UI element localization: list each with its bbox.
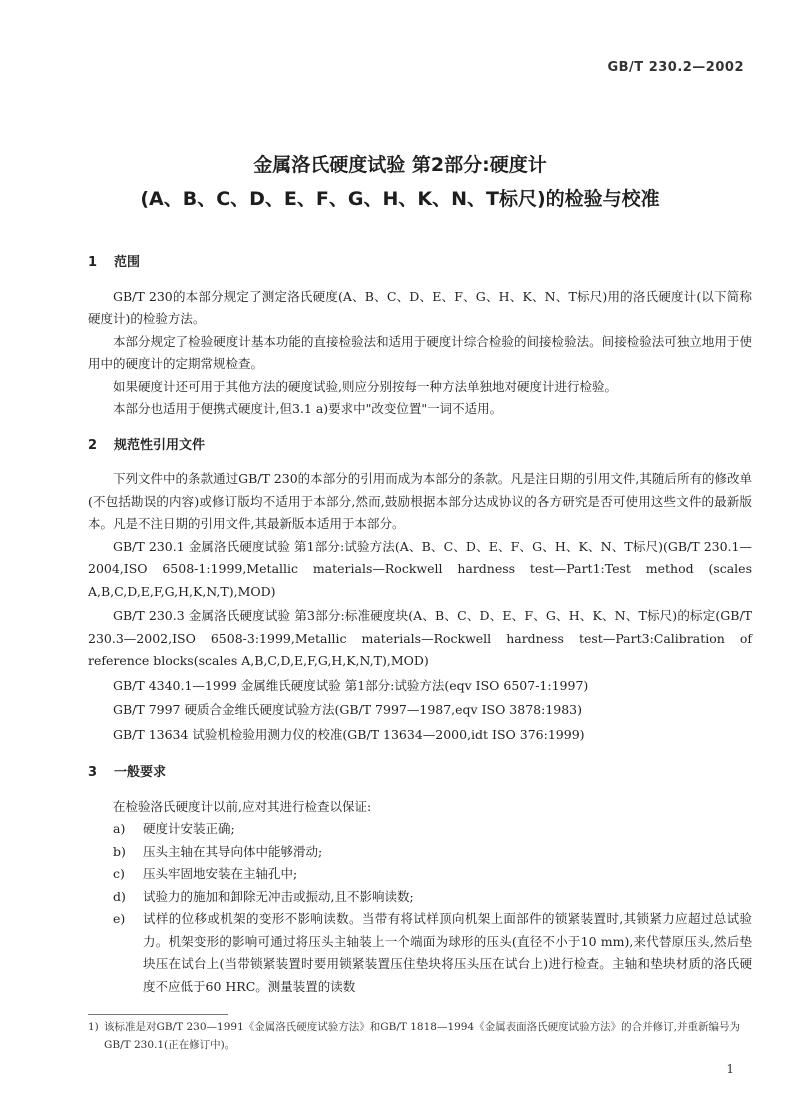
reference-item: GB/T 230.1 金属洛氏硬度试验 第1部分:试验方法(A、B、C、D、E、F、G、H、K、N、T标尺)(GB/T 230.1—2004,ISO 6508-1:1999,Metallic materials—Rockwell hardness test—Part1:Test method (scales A,B,C,D,E,F,G,H,K,N,T),MOD) — [88, 538, 752, 599]
section-title: 一般要求 — [114, 765, 167, 780]
list-label: e) — [113, 911, 126, 926]
section-number: 3 — [88, 765, 98, 780]
list-label: d) — [113, 888, 126, 904]
paragraph: 本部分也适用于便携式硬度计,但3.1 a)要求中"改变位置"一词不适用。 — [113, 401, 503, 416]
document-body — [88, 252, 752, 998]
list-text: 压头牢固地安装在主轴孔中; — [143, 866, 298, 881]
title-line-1: 金属洛氏硬度试验 第2部分:硬度计 — [253, 154, 547, 176]
standard-code: GB/T 230.2—2002 — [607, 60, 744, 75]
reference-item: GB/T 4340.1—1999 金属维氏硬度试验 第1部分:试验方法(eqv ISO 6507-1:1997) — [113, 677, 589, 693]
document-title — [60, 148, 740, 216]
list-text: 试验力的施加和卸除无冲击或振动,且不影响读数; — [143, 888, 414, 904]
section-title: 范围 — [114, 255, 141, 270]
list-text: 试样的位移或机架的变形不影响读数。当带有将试样顶向机架上面部件的锁紧装置时,其锁紧力应超过总试验力。机架变形的影响可通过将压头主轴装上一个端面为球形的压头(直径不小于10 mm),来代替原压头,然后垫块压在试台上(当带锁紧装置时要用锁紧装置压住垫块将压头压在试台上)进行检查。主轴和垫块材质的洛氏硬度不应低于60 HRC。测量装置的读数 — [143, 911, 752, 994]
page-number: 1 — [726, 1062, 734, 1076]
footnote — [88, 1018, 752, 1054]
list-item — [88, 818, 752, 841]
reference-item: GB/T 230.3 金属洛氏硬度试验 第3部分:标准硬度块(A、B、C、D、E、F、G、H、K、N、T标尺)的标定(GB/T 230.3—2002,ISO 6508-3:1999,Metallic materials—Rockwell hardness test—Part3:Calibration of reference blocks(scales A,B,C,D,E,F,G,H,K,N,T),MOD) — [88, 608, 752, 668]
paragraph: 在检验洛氏硬度计以前,应对其进行检查以保证: — [113, 798, 372, 814]
list-label: a) — [113, 821, 126, 836]
list-item — [88, 863, 752, 886]
list-text: 硬度计安装正确; — [143, 821, 235, 836]
section-number: 2 — [88, 437, 98, 453]
reference-item: GB/T 13634 试验机检验用测力仪的校准(GB/T 13634—2000,idt ISO 376:1999) — [113, 726, 585, 742]
reference-item: GB/T 7997 硬质合金维氏硬度试验方法(GB/T 7997—1987,eqv ISO 3878:1983) — [113, 702, 583, 717]
list-text: 压头主轴在其导向体中能够滑动; — [143, 843, 323, 859]
list-item — [88, 886, 752, 909]
list-label: b) — [113, 843, 126, 859]
section-3-heading — [88, 762, 752, 785]
paragraph: 下列文件中的条款通过GB/T 230的本部分的引用而成为本部分的条款。凡是注日期的引用文件,其随后所有的修改单(不包括勘误的内容)或修订版均不适用于本部分,然而,鼓励根据本部分达成协议的各方研究是否可使用这些文件的最新版本。凡是不注日期的引用文件,其最新版本适用于本部分。 — [88, 471, 752, 531]
list-item — [88, 841, 752, 864]
section-1-heading — [88, 252, 752, 275]
title-line-2: (A、B、C、D、E、F、G、H、K、N、T标尺)的检验与校准 — [140, 188, 660, 210]
footnote-text: 该标准是对GB/T 230—1991《金属洛氏硬度试验方法》和GB/T 1818—1994《金属表面洛氏硬度试验方法》的合并修订,并重新编号为GB/T 230.1(正在修订中)。 — [104, 1021, 741, 1051]
list-item — [88, 908, 752, 998]
list-label: c) — [113, 866, 125, 881]
footnote-divider — [88, 1014, 228, 1015]
section-2-heading — [88, 435, 752, 458]
section-title: 规范性引用文件 — [114, 437, 206, 453]
paragraph: 如果硬度计还可用于其他方法的硬度试验,则应分别按每一种方法单独地对硬度计进行检验。 — [113, 378, 617, 394]
paragraph: GB/T 230的本部分规定了测定洛氏硬度(A、B、C、D、E、F、G、H、K、N、T标尺)用的洛氏硬度计(以下简称硬度计)的检验方法。 — [88, 288, 752, 326]
paragraph: 本部分规定了检验硬度计基本功能的直接检验法和适用于硬度计综合检验的间接检验法。间接检验法可独立地用于使用中的硬度计的定期常规检查。 — [88, 333, 752, 371]
section-number: 1 — [88, 255, 98, 270]
footnote-mark: 1) — [88, 1021, 99, 1033]
